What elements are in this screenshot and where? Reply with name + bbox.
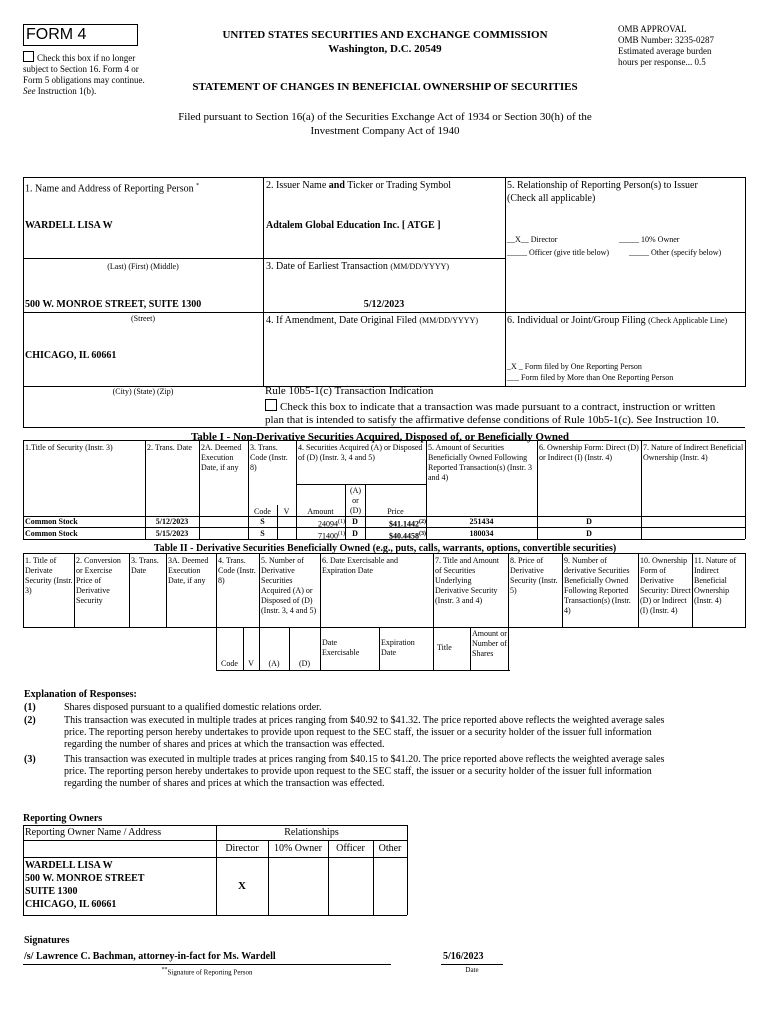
relationship-other: _____ Other (specify below) <box>629 248 722 257</box>
t2-sub-exercisable: Date Exercisable <box>322 638 360 657</box>
t1-sub-ad: (A) or (D) <box>349 486 362 515</box>
agency-name: UNITED STATES SECURITIES AND EXCHANGE COMMISSION <box>222 29 548 41</box>
explanation-2 <box>24 715 754 751</box>
t1-row1-amount <box>296 517 345 530</box>
t2-h1: 1. Title of Derivate Security (Instr. 3) <box>25 556 73 595</box>
t1-sub-v: V <box>283 507 290 516</box>
instruction-ref: Instruction 1(b). <box>37 86 97 96</box>
ro-col-ten: 10% Owner <box>273 843 323 854</box>
ro-owner-address <box>25 859 144 911</box>
box3-label <box>266 261 449 273</box>
t1-row1-price-footnote: (2) <box>419 519 426 525</box>
explanation-3-line1: This transaction was executed in multiple trades at prices ranging from $40.15 to $41.20. The price reported above reflects the weighted average sales <box>64 754 665 765</box>
see-word: See <box>23 86 36 96</box>
signer-caption-mark: ** <box>161 967 168 973</box>
ro-col-relationships: Relationships <box>284 827 339 838</box>
t1-row1-price <box>365 517 426 530</box>
rule-10b5-line1-text: Check this box to indicate that a transaction was made pursuant to a contract, instruction or written <box>280 401 716 413</box>
explanation-1-text: Shares disposed pursuant to a qualified domestic relations order. <box>64 702 322 713</box>
rule-10b5-line2: plan that is intended to satisfy the affirmative defense conditions of Rule 10b5-1(c). See Instruction 10. <box>265 414 720 426</box>
signer-name: /s/ Lawrence C. Bachman, attorney-in-fact for Ms. Wardell <box>24 951 276 962</box>
explanation-3-num: (3) <box>24 754 36 765</box>
t2-sub-v: V <box>248 659 254 668</box>
filed-pursuant-line2: Investment Company Act of 1940 <box>310 125 460 137</box>
rule-10b5-checkbox[interactable] <box>265 399 277 411</box>
t1-row1-amount-footnote: (1) <box>338 519 345 525</box>
t1-row2-price <box>365 529 426 542</box>
ro-col-director: Director <box>225 843 259 854</box>
t1-row2-form: D <box>586 529 592 538</box>
t1-row1-code: S <box>260 517 265 526</box>
relationship-ten-percent: _____ 10% Owner <box>619 235 680 244</box>
relationship-officer: _____ Officer (give title below) <box>507 248 610 257</box>
box3-label-text: 3. Date of Earliest Transaction <box>266 261 388 272</box>
box6-label-text: 6. Individual or Joint/Group Filing <box>507 315 646 326</box>
explanation-2-line2: price. The reporting person hereby undertakes to provide upon request to the SEC staff, the issuer or a security holder of the issuer full information <box>64 727 652 738</box>
explanation-2-line1: This transaction was executed in multiple trades at prices ranging from $40.92 to $41.32. The price reported above reflects the weighted average sales <box>64 715 665 726</box>
omb-number: OMB Number: 3235-0287 <box>618 35 714 45</box>
ro-owner-line3: SUITE 1300 <box>25 886 78 897</box>
reporting-person-name: WARDELL LISA W <box>25 220 113 231</box>
box6-label <box>507 315 743 327</box>
t1-h2: 2. Trans. Date <box>147 443 192 452</box>
ro-col-officer: Officer <box>336 843 365 854</box>
t2-h3a: 3A. Deemed Execution Date, if any <box>168 556 209 585</box>
box5-label-2: (Check all applicable) <box>507 193 596 204</box>
table2-title: Table II - Derivative Securities Beneficially Owned (e.g., puts, calls, warrants, options, convertible securities) <box>153 543 617 554</box>
t2-h4: 4. Trans. Code (Instr. 8) <box>218 556 256 585</box>
agency-location: Washington, D.C. 20549 <box>328 43 442 55</box>
relationship-director: __X__ Director <box>507 235 558 244</box>
t2-sub-a: (A) <box>268 659 280 668</box>
t1-h6: 6. Ownership Form: Direct (D) or Indirect (I) (Instr. 4) <box>539 443 639 462</box>
t1-row1-title: Common Stock <box>25 517 78 526</box>
reporting-owners-title: Reporting Owners <box>23 813 103 824</box>
t2-h10: 10. Ownership Form of Derivative Security: Direct (D) or Indirect (I) (Instr. 4) <box>640 556 691 615</box>
t2-sub-d: (D) <box>298 659 311 668</box>
t2-h6: 6. Date Exercisable and Expiration Date <box>322 556 398 575</box>
t2-sub-code: Code <box>221 659 238 668</box>
no-longer-subject-text: Check this box if no longer subject to Section 16. Form 4 or Form 5 obligations may continue. <box>23 53 145 85</box>
t2-h7: 7. Title and Amount of Securities Underlying Derivative Security (Instr. 3 and 4) <box>435 556 500 605</box>
t2-h2: 2. Conversion or Exercise Price of Derivative Security <box>76 556 121 605</box>
box1-label <box>25 180 199 195</box>
box1-label-text: 1. Name and Address of Reporting Person <box>25 183 194 195</box>
reporting-person-street: 500 W. MONROE STREET, SUITE 1300 <box>25 299 202 310</box>
explanation-3-line2: price. The reporting person hereby undertakes to provide upon request to the SEC staff, the issuer or a security holder of the issuer full information <box>64 766 652 777</box>
ro-director-mark: X <box>238 880 246 892</box>
ro-col-name: Reporting Owner Name / Address <box>25 827 162 838</box>
t2-h3: 3. Trans. Date <box>131 556 159 575</box>
t1-h3: 3. Trans. Code (Instr. 8) <box>250 443 288 472</box>
t1-row2-amount <box>296 529 345 542</box>
t2-h9: 9. Number of derivative Securities Beneficially Owned Following Reported Transaction(s) (Instr. 4) <box>564 556 631 615</box>
t1-row1-price-value: $41.1442 <box>389 519 419 529</box>
t1-row1-owned: 251434 <box>469 517 494 526</box>
signature-date: 5/16/2023 <box>443 951 484 962</box>
box2-label-pre: 2. Issuer Name <box>266 180 327 191</box>
t2-sub-expiration: Expiration Date <box>381 638 415 657</box>
signatures-title: Signatures <box>24 935 70 946</box>
box2-label <box>266 180 451 192</box>
statement-title: STATEMENT OF CHANGES IN BENEFICIAL OWNERSHIP OF SECURITIES <box>192 81 578 93</box>
box5-label-1: 5. Relationship of Reporting Person(s) to Issuer <box>507 180 698 191</box>
t2-sub-amount: Amount or Number of Shares <box>472 629 507 658</box>
explanation-2-num: (2) <box>24 715 36 726</box>
city-caption: (City) (State) (Zip) <box>112 387 174 396</box>
ro-col-other: Other <box>378 843 402 854</box>
t1-sub-price: Price <box>387 507 404 516</box>
t1-sub-amount: Amount <box>307 507 334 516</box>
ro-owner-line4: CHICAGO, IL 60661 <box>25 899 117 910</box>
signature-date-caption: Date <box>465 966 479 974</box>
box4-label <box>266 315 478 327</box>
box4-label-text: 4. If Amendment, Date Original Filed <box>266 315 417 326</box>
explanation-3-line3: regarding the number of shares and prices at which the transaction was effected. <box>64 778 385 789</box>
t1-row1-date: 5/12/2023 <box>155 517 189 526</box>
filing-one-person: _X _ Form filed by One Reporting Person <box>507 362 642 371</box>
issuer-name-ticker: Adtalem Global Education Inc. [ ATGE ] <box>266 220 441 231</box>
rule-10b5-line1 <box>265 399 755 414</box>
ro-owner-line1: WARDELL LISA W <box>25 860 113 871</box>
street-caption: (Street) <box>131 314 155 323</box>
t1-row2-price-value: $40.4458 <box>389 531 419 541</box>
reporting-person-city: CHICAGO, IL 60661 <box>25 350 117 361</box>
t1-row2-date: 5/15/2023 <box>155 529 189 538</box>
omb-burden: Estimated average burden <box>618 46 712 56</box>
earliest-transaction-date: 5/12/2023 <box>363 299 405 310</box>
rule-10b5-title: Rule 10b5-1(c) Transaction Indication <box>265 385 434 397</box>
no-longer-subject-checkbox[interactable] <box>23 51 34 62</box>
t2-sub-title: Title <box>437 643 452 652</box>
t1-row2-owned: 180034 <box>469 529 494 538</box>
explanation-1-num: (1) <box>24 702 36 713</box>
t1-h4: 4. Securities Acquired (A) or Disposed of (D) (Instr. 3, 4 and 5) <box>298 443 423 462</box>
t1-row1-amount-value: 24094 <box>318 519 338 529</box>
table1-title: Table I - Non-Derivative Securities Acquired, Disposed of, or Beneficially Owned <box>190 431 570 443</box>
omb-title: OMB APPROVAL <box>618 24 687 34</box>
form-title-box <box>23 24 138 46</box>
t2-h8: 8. Price of Derivative Security (Instr. 5) <box>510 556 558 595</box>
name-caption: (Last) (First) (Middle) <box>107 262 179 271</box>
explanation-2-line3: regarding the number of shares and prices at which the transaction was effected. <box>64 739 385 750</box>
filed-pursuant-line1: Filed pursuant to Section 16(a) of the Securities Exchange Act of 1934 or Section 30(h) of the <box>178 111 592 123</box>
box3-date-format: (MM/DD/YYYY) <box>390 262 450 271</box>
box2-label-and: and <box>328 180 345 191</box>
t1-row2-title: Common Stock <box>25 529 78 538</box>
omb-approval <box>618 24 758 68</box>
signer-caption-text: Signature of Reporting Person <box>167 968 253 977</box>
t1-row1-ad: D <box>352 517 358 526</box>
form-title: FORM 4 <box>26 26 87 43</box>
box2-label-post: Ticker or Trading Symbol <box>347 180 452 191</box>
t1-row2-ad: D <box>352 529 358 538</box>
t1-row2-code: S <box>260 529 265 538</box>
explanation-3 <box>24 754 754 790</box>
t1-sub-code: Code <box>254 507 271 516</box>
explanation-1 <box>24 702 754 714</box>
t1-h2a: 2A. Deemed Execution Date, if any <box>201 443 242 472</box>
explanation-title: Explanation of Responses: <box>24 689 137 700</box>
signer-caption <box>23 966 391 977</box>
t2-h11: 11. Nature of Indirect Beneficial Ownership (Instr. 4) <box>694 556 737 605</box>
box1-label-mark: * <box>196 183 200 189</box>
ro-owner-line2: 500 W. MONROE STREET <box>25 873 145 884</box>
t1-row1-form: D <box>586 517 592 526</box>
box6-label-note: (Check Applicable Line) <box>648 316 728 325</box>
t1-h7: 7. Nature of Indirect Beneficial Ownership (Instr. 4) <box>643 443 744 462</box>
no-longer-subject-note <box>23 51 151 97</box>
t2-h5: 5. Number of Derivative Securities Acquired (A) or Disposed of (D) (Instr. 3, 4 and 5) <box>261 556 317 615</box>
t1-row2-amount-value: 71400 <box>318 531 338 541</box>
t1-row2-amount-footnote: (1) <box>338 531 345 537</box>
filing-more-persons: ___ Form filed by More than One Reporting Person <box>507 373 674 382</box>
t1-h5: 5. Amount of Securities Beneficially Owned Following Reported Transaction(s) (Instr. 3 and 4) <box>428 443 532 482</box>
box4-date-format: (MM/DD/YYYY) <box>419 316 478 325</box>
omb-hours: hours per response... 0.5 <box>618 57 706 67</box>
t1-row2-price-footnote: (3) <box>419 531 426 537</box>
t1-h1: 1.Title of Security (Instr. 3) <box>25 443 113 452</box>
